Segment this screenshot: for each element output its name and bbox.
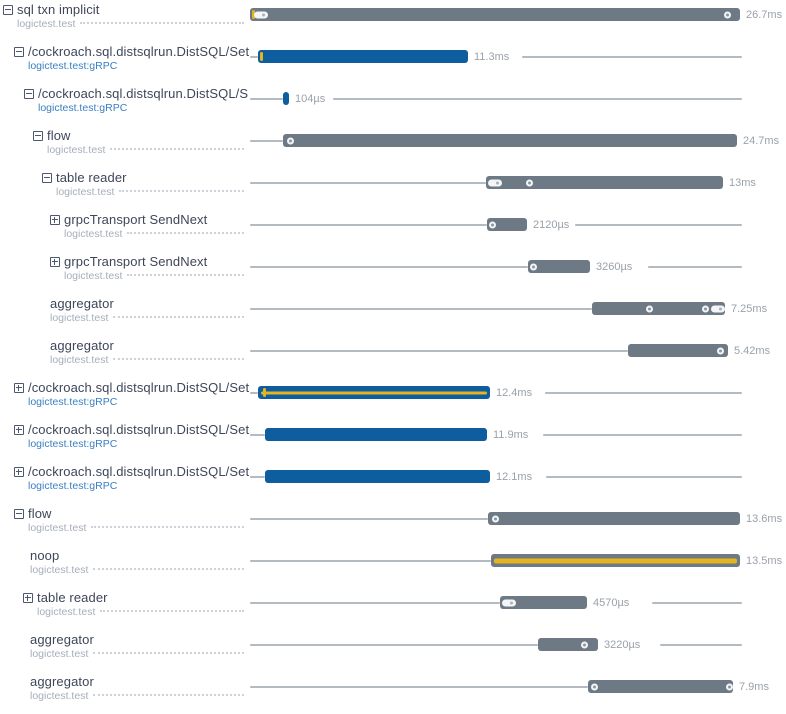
- timeline-line: [250, 644, 538, 646]
- span-bar[interactable]: [491, 554, 740, 567]
- trace-span-row: [0, 294, 786, 336]
- span-timeline: [0, 554, 786, 569]
- span-name[interactable]: /cockroach.sql.distsqlrun.DistSQL/Set: [28, 44, 250, 59]
- span-bar[interactable]: [265, 470, 490, 483]
- span-timeline: [0, 386, 786, 401]
- timeline-line: [250, 308, 592, 310]
- child-span-marker[interactable]: [489, 221, 496, 228]
- span-bar[interactable]: [487, 218, 527, 231]
- span-subtitle: logictest.test: [56, 185, 115, 198]
- span-duration: 4570µs: [593, 597, 630, 609]
- span-timeline: [0, 8, 786, 23]
- event-tick: [260, 52, 263, 61]
- timeline-line: [250, 434, 265, 436]
- span-timeline: [0, 302, 786, 317]
- timeline-line: [648, 266, 742, 268]
- child-span-marker[interactable]: [724, 11, 731, 18]
- span-duration: 104µs: [295, 93, 326, 105]
- trace-span-row: [0, 588, 786, 630]
- span-bar[interactable]: [592, 302, 725, 315]
- span-timeline: [0, 596, 786, 611]
- span-duration: 13ms: [729, 177, 756, 189]
- span-name[interactable]: /cockroach.sql.distsqlrun.DistSQL/Set: [28, 464, 250, 479]
- span-bar[interactable]: [628, 344, 728, 357]
- span-subtitle: logictest.test: [30, 647, 89, 660]
- span-duration: 24.7ms: [743, 135, 780, 147]
- timeline-line: [546, 476, 742, 478]
- trace-span-row: [0, 630, 786, 672]
- intra-span-highlight: [494, 558, 737, 563]
- span-timeline: [0, 92, 786, 107]
- timeline-line: [250, 98, 283, 100]
- span-bar[interactable]: [488, 512, 740, 525]
- span-duration: 3220µs: [604, 639, 641, 651]
- timeline-line: [522, 56, 742, 58]
- child-span-marker[interactable]: [488, 179, 502, 186]
- span-name[interactable]: table reader: [37, 590, 108, 605]
- span-timeline: [0, 260, 786, 275]
- trace-span-row: [0, 336, 786, 378]
- span-duration: 11.9ms: [493, 429, 529, 441]
- trace-span-row: [0, 546, 786, 588]
- trace-span-row: [0, 84, 786, 126]
- trace-span-row: [0, 168, 786, 210]
- child-span-marker[interactable]: [287, 137, 294, 144]
- child-span-marker[interactable]: [591, 683, 598, 690]
- span-bar[interactable]: [258, 386, 490, 399]
- span-timeline: [0, 344, 786, 359]
- trace-span-row: [0, 252, 786, 294]
- timeline-line: [250, 476, 265, 478]
- intra-span-highlight: [261, 391, 487, 394]
- span-name[interactable]: /cockroach.sql.distsqlrun.DistSQL/Set: [28, 380, 250, 395]
- timeline-line: [575, 224, 742, 226]
- trace-span-row: [0, 420, 786, 462]
- span-bar[interactable]: [528, 260, 590, 273]
- span-duration: 13.5ms: [746, 555, 783, 567]
- child-span-marker[interactable]: [702, 305, 709, 312]
- span-subtitle: logictest.test: [64, 227, 123, 240]
- timeline-line: [333, 98, 742, 100]
- span-subtitle: logictest.test: [37, 605, 96, 618]
- timeline-line: [250, 350, 628, 352]
- span-subtitle[interactable]: logictest.test:gRPC: [28, 395, 118, 408]
- span-timeline: [0, 470, 786, 485]
- trace-span-row: [0, 504, 786, 546]
- span-name[interactable]: noop: [30, 548, 60, 563]
- span-subtitle: logictest.test: [30, 689, 89, 702]
- timeline-line: [250, 518, 488, 520]
- span-timeline: [0, 176, 786, 191]
- span-bar[interactable]: [283, 134, 737, 147]
- trace-span-row: [0, 126, 786, 168]
- span-bar[interactable]: [265, 428, 487, 441]
- child-span-marker[interactable]: [502, 599, 516, 606]
- timeline-line: [250, 266, 528, 268]
- timeline-line: [250, 182, 486, 184]
- timeline-line: [250, 140, 283, 142]
- child-span-marker[interactable]: [530, 263, 537, 270]
- span-timeline: [0, 638, 786, 653]
- span-name[interactable]: /cockroach.sql.distsqlrun.DistSQL/S: [38, 86, 249, 101]
- span-timeline: [0, 50, 786, 65]
- timeline-line: [545, 392, 742, 394]
- timeline-line: [543, 434, 742, 436]
- child-span-marker[interactable]: [254, 11, 268, 18]
- span-bar[interactable]: [588, 680, 733, 693]
- span-name[interactable]: table reader: [56, 170, 127, 185]
- child-span-marker[interactable]: [492, 515, 499, 522]
- child-span-marker[interactable]: [526, 179, 533, 186]
- span-timeline: [0, 134, 786, 149]
- trace-span-row: [0, 210, 786, 252]
- trace-span-row: [0, 0, 786, 42]
- span-duration: 7.25ms: [731, 303, 768, 315]
- span-timeline: [0, 218, 786, 233]
- timeline-line: [250, 224, 487, 226]
- span-name[interactable]: aggregator: [50, 338, 114, 353]
- span-subtitle: logictest.test: [50, 353, 109, 366]
- timeline-line: [250, 686, 588, 688]
- span-timeline: [0, 680, 786, 695]
- span-bar[interactable]: [283, 92, 289, 105]
- child-span-marker[interactable]: [646, 305, 653, 312]
- timeline-line: [250, 56, 258, 58]
- child-span-marker[interactable]: [711, 305, 725, 312]
- span-duration: 13.6ms: [746, 513, 783, 525]
- span-bar[interactable]: [258, 50, 468, 63]
- span-duration: 7.9ms: [739, 681, 769, 693]
- timeline-line: [250, 602, 500, 604]
- trace-span-row: [0, 42, 786, 84]
- span-timeline: [0, 512, 786, 527]
- span-duration: 26.7ms: [746, 9, 783, 21]
- span-subtitle[interactable]: logictest.test:gRPC: [28, 59, 118, 72]
- span-bar[interactable]: [250, 8, 740, 21]
- span-name[interactable]: grpcTransport SendNext: [64, 254, 208, 269]
- span-name[interactable]: sql txn implicit: [17, 2, 100, 17]
- span-subtitle: logictest.test: [47, 143, 106, 156]
- child-span-marker[interactable]: [726, 683, 733, 690]
- span-bar[interactable]: [486, 176, 723, 189]
- span-subtitle[interactable]: logictest.test:gRPC: [38, 101, 128, 114]
- span-name[interactable]: flow: [28, 506, 52, 521]
- span-bar[interactable]: [538, 638, 598, 651]
- span-subtitle: logictest.test: [64, 269, 123, 282]
- child-span-marker[interactable]: [581, 641, 588, 648]
- span-duration: 3260µs: [596, 261, 633, 273]
- trace-span-row: [0, 462, 786, 504]
- span-subtitle: logictest.test: [17, 17, 76, 30]
- span-subtitle[interactable]: logictest.test:gRPC: [28, 437, 118, 450]
- trace-span-row: [0, 672, 786, 714]
- timeline-line: [250, 560, 491, 562]
- span-duration: 12.1ms: [496, 471, 533, 483]
- event-tick: [263, 388, 266, 397]
- span-timeline: [0, 428, 786, 443]
- span-name[interactable]: aggregator: [50, 296, 114, 311]
- span-duration: 5.42ms: [734, 345, 771, 357]
- span-subtitle[interactable]: logictest.test:gRPC: [28, 479, 118, 492]
- span-bar[interactable]: [500, 596, 587, 609]
- timeline-line: [250, 392, 258, 394]
- span-subtitle: logictest.test: [30, 563, 89, 576]
- span-name[interactable]: aggregator: [30, 674, 94, 689]
- span-duration: 11.3ms: [474, 51, 510, 63]
- span-name[interactable]: flow: [47, 128, 71, 143]
- timeline-line: [652, 602, 742, 604]
- timeline-line: [660, 644, 742, 646]
- span-name[interactable]: aggregator: [30, 632, 94, 647]
- trace-span-row: [0, 378, 786, 420]
- span-duration: 12.4ms: [496, 387, 533, 399]
- span-name[interactable]: /cockroach.sql.distsqlrun.DistSQL/Set: [28, 422, 250, 437]
- span-duration: 2120µs: [533, 219, 570, 231]
- span-subtitle: logictest.test: [50, 311, 109, 324]
- child-span-marker[interactable]: [717, 347, 724, 354]
- span-name[interactable]: grpcTransport SendNext: [64, 212, 208, 227]
- span-subtitle: logictest.test: [28, 521, 87, 534]
